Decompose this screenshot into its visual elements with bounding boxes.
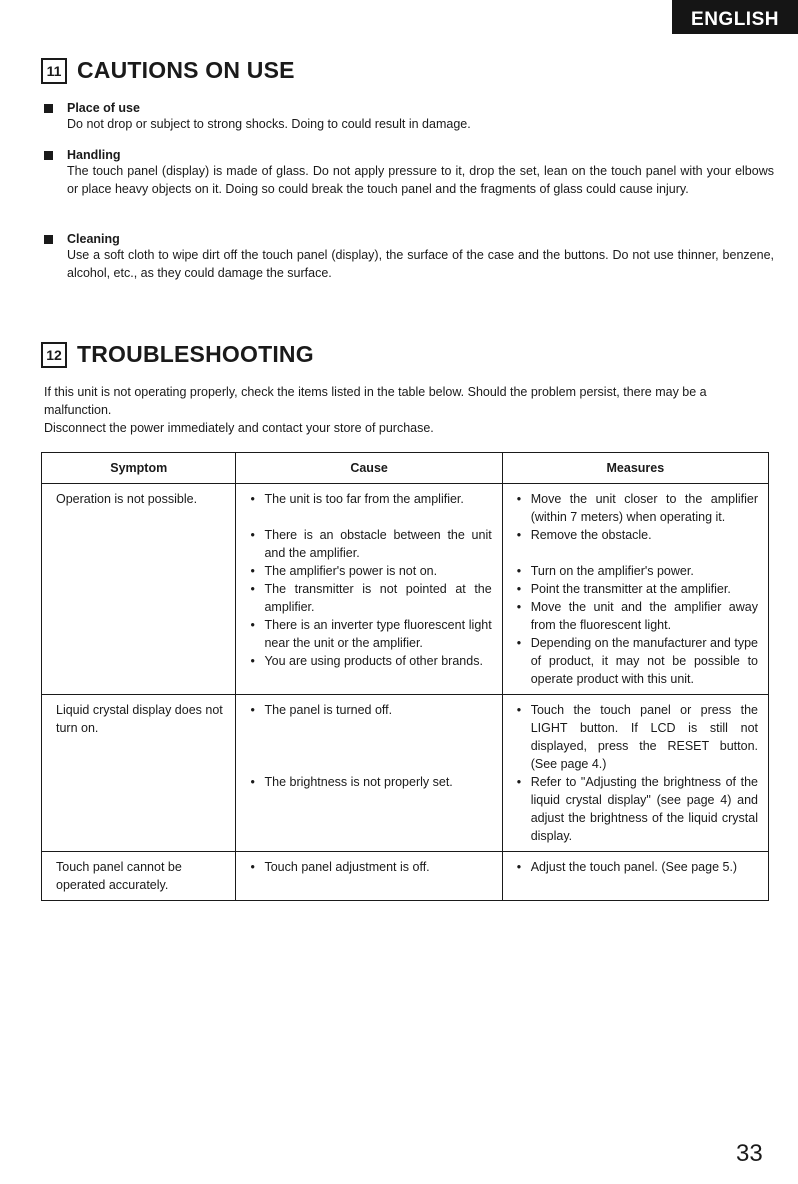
section-number-badge: 12 bbox=[41, 342, 67, 368]
list-item: • You are using products of other brands. bbox=[250, 654, 483, 668]
caution-handling bbox=[44, 148, 774, 198]
caution-body: The touch panel (display) is made of glass. Do not apply pressure to it, drop the set, lean on the touch panel with your elbows or place heavy objects on it. Doing so could break the touch panel and the fragments of glass could cause injury. bbox=[67, 164, 774, 196]
list-item: • Point the transmitter at the amplifier. bbox=[516, 582, 731, 596]
column-header-measures: Measures bbox=[502, 453, 768, 484]
table-header-row bbox=[42, 453, 769, 484]
section-heading: TROUBLESHOOTING bbox=[77, 341, 314, 367]
cause-cell bbox=[236, 852, 502, 901]
list-item: • The panel is turned off. bbox=[250, 703, 393, 717]
caution-heading: Cleaning bbox=[67, 232, 120, 246]
list-item: • The transmitter is not pointed at the amplifier. bbox=[250, 582, 492, 614]
caution-body: Do not drop or subject to strong shocks. Doing to could result in damage. bbox=[67, 117, 471, 131]
caution-cleaning bbox=[44, 232, 774, 282]
caution-heading: Handling bbox=[67, 148, 121, 162]
list-item: • There is an obstacle between the unit and the amplifier. bbox=[250, 528, 492, 560]
list-item: • Move the unit and the amplifier away from the fluorescent light. bbox=[516, 600, 758, 632]
list-item: • The unit is too far from the amplifier. bbox=[250, 492, 464, 506]
list-item: • Adjust the touch panel. (See page 5.) bbox=[516, 860, 738, 874]
table-row bbox=[42, 852, 769, 901]
list-item: • Depending on the manufacturer and type of product, it may not be possible to operate product with this unit. bbox=[516, 636, 758, 686]
symptom-cell: Touch panel cannot be operated accurately. bbox=[42, 852, 236, 901]
section-number-badge: 11 bbox=[41, 58, 67, 84]
troubleshooting-table bbox=[41, 452, 769, 901]
table-row bbox=[42, 484, 769, 695]
language-tab: ENGLISH bbox=[672, 0, 798, 34]
list-item: • Move the unit closer to the amplifier (within 7 meters) when operating it. bbox=[516, 492, 758, 524]
intro-paragraph: If this unit is not operating properly, check the items listed in the table below. Should the problem persist, there may be a malfunction. bbox=[44, 385, 707, 417]
cautions-section-title bbox=[41, 57, 295, 84]
square-bullet-icon bbox=[44, 151, 53, 160]
caution-heading: Place of use bbox=[67, 101, 140, 115]
list-item: • Touch the touch panel or press the LIGHT button. If LCD is still not displayed, press the RESET button. (See page 4.) bbox=[516, 703, 758, 771]
column-header-symptom: Symptom bbox=[42, 453, 236, 484]
page-number: 33 bbox=[736, 1140, 763, 1167]
troubleshooting-section-title bbox=[41, 341, 314, 368]
cause-cell bbox=[236, 695, 502, 852]
section-heading: CAUTIONS ON USE bbox=[77, 57, 295, 83]
list-item: • The amplifier's power is not on. bbox=[250, 564, 438, 578]
caution-body: Use a soft cloth to wipe dirt off the touch panel (display), the surface of the case and the buttons. Do not use thinner, benzene, alcohol, etc., as they could damage the surface. bbox=[67, 248, 774, 280]
symptom-cell: Liquid crystal display does not turn on. bbox=[42, 695, 236, 852]
list-item: • The brightness is not properly set. bbox=[250, 775, 453, 789]
caution-place-of-use bbox=[44, 101, 774, 133]
intro-paragraph: Disconnect the power immediately and contact your store of purchase. bbox=[44, 421, 434, 435]
list-item: • Remove the obstacle. bbox=[516, 528, 652, 542]
square-bullet-icon bbox=[44, 104, 53, 113]
column-header-cause: Cause bbox=[236, 453, 502, 484]
symptom-cell: Operation is not possible. bbox=[42, 484, 236, 695]
list-item: • Refer to "Adjusting the brightness of the liquid crystal display" (see page 4) and adjust the brightness of the liquid crystal display. bbox=[516, 775, 758, 843]
list-item: • Touch panel adjustment is off. bbox=[250, 860, 430, 874]
square-bullet-icon bbox=[44, 235, 53, 244]
measures-cell bbox=[502, 695, 768, 852]
troubleshooting-intro bbox=[44, 383, 770, 437]
list-item: • There is an inverter type fluorescent light near the unit or the amplifier. bbox=[250, 618, 492, 650]
measures-cell bbox=[502, 852, 768, 901]
cause-cell bbox=[236, 484, 502, 695]
table-row bbox=[42, 695, 769, 852]
list-item: • Turn on the amplifier's power. bbox=[516, 564, 694, 578]
measures-cell bbox=[502, 484, 768, 695]
